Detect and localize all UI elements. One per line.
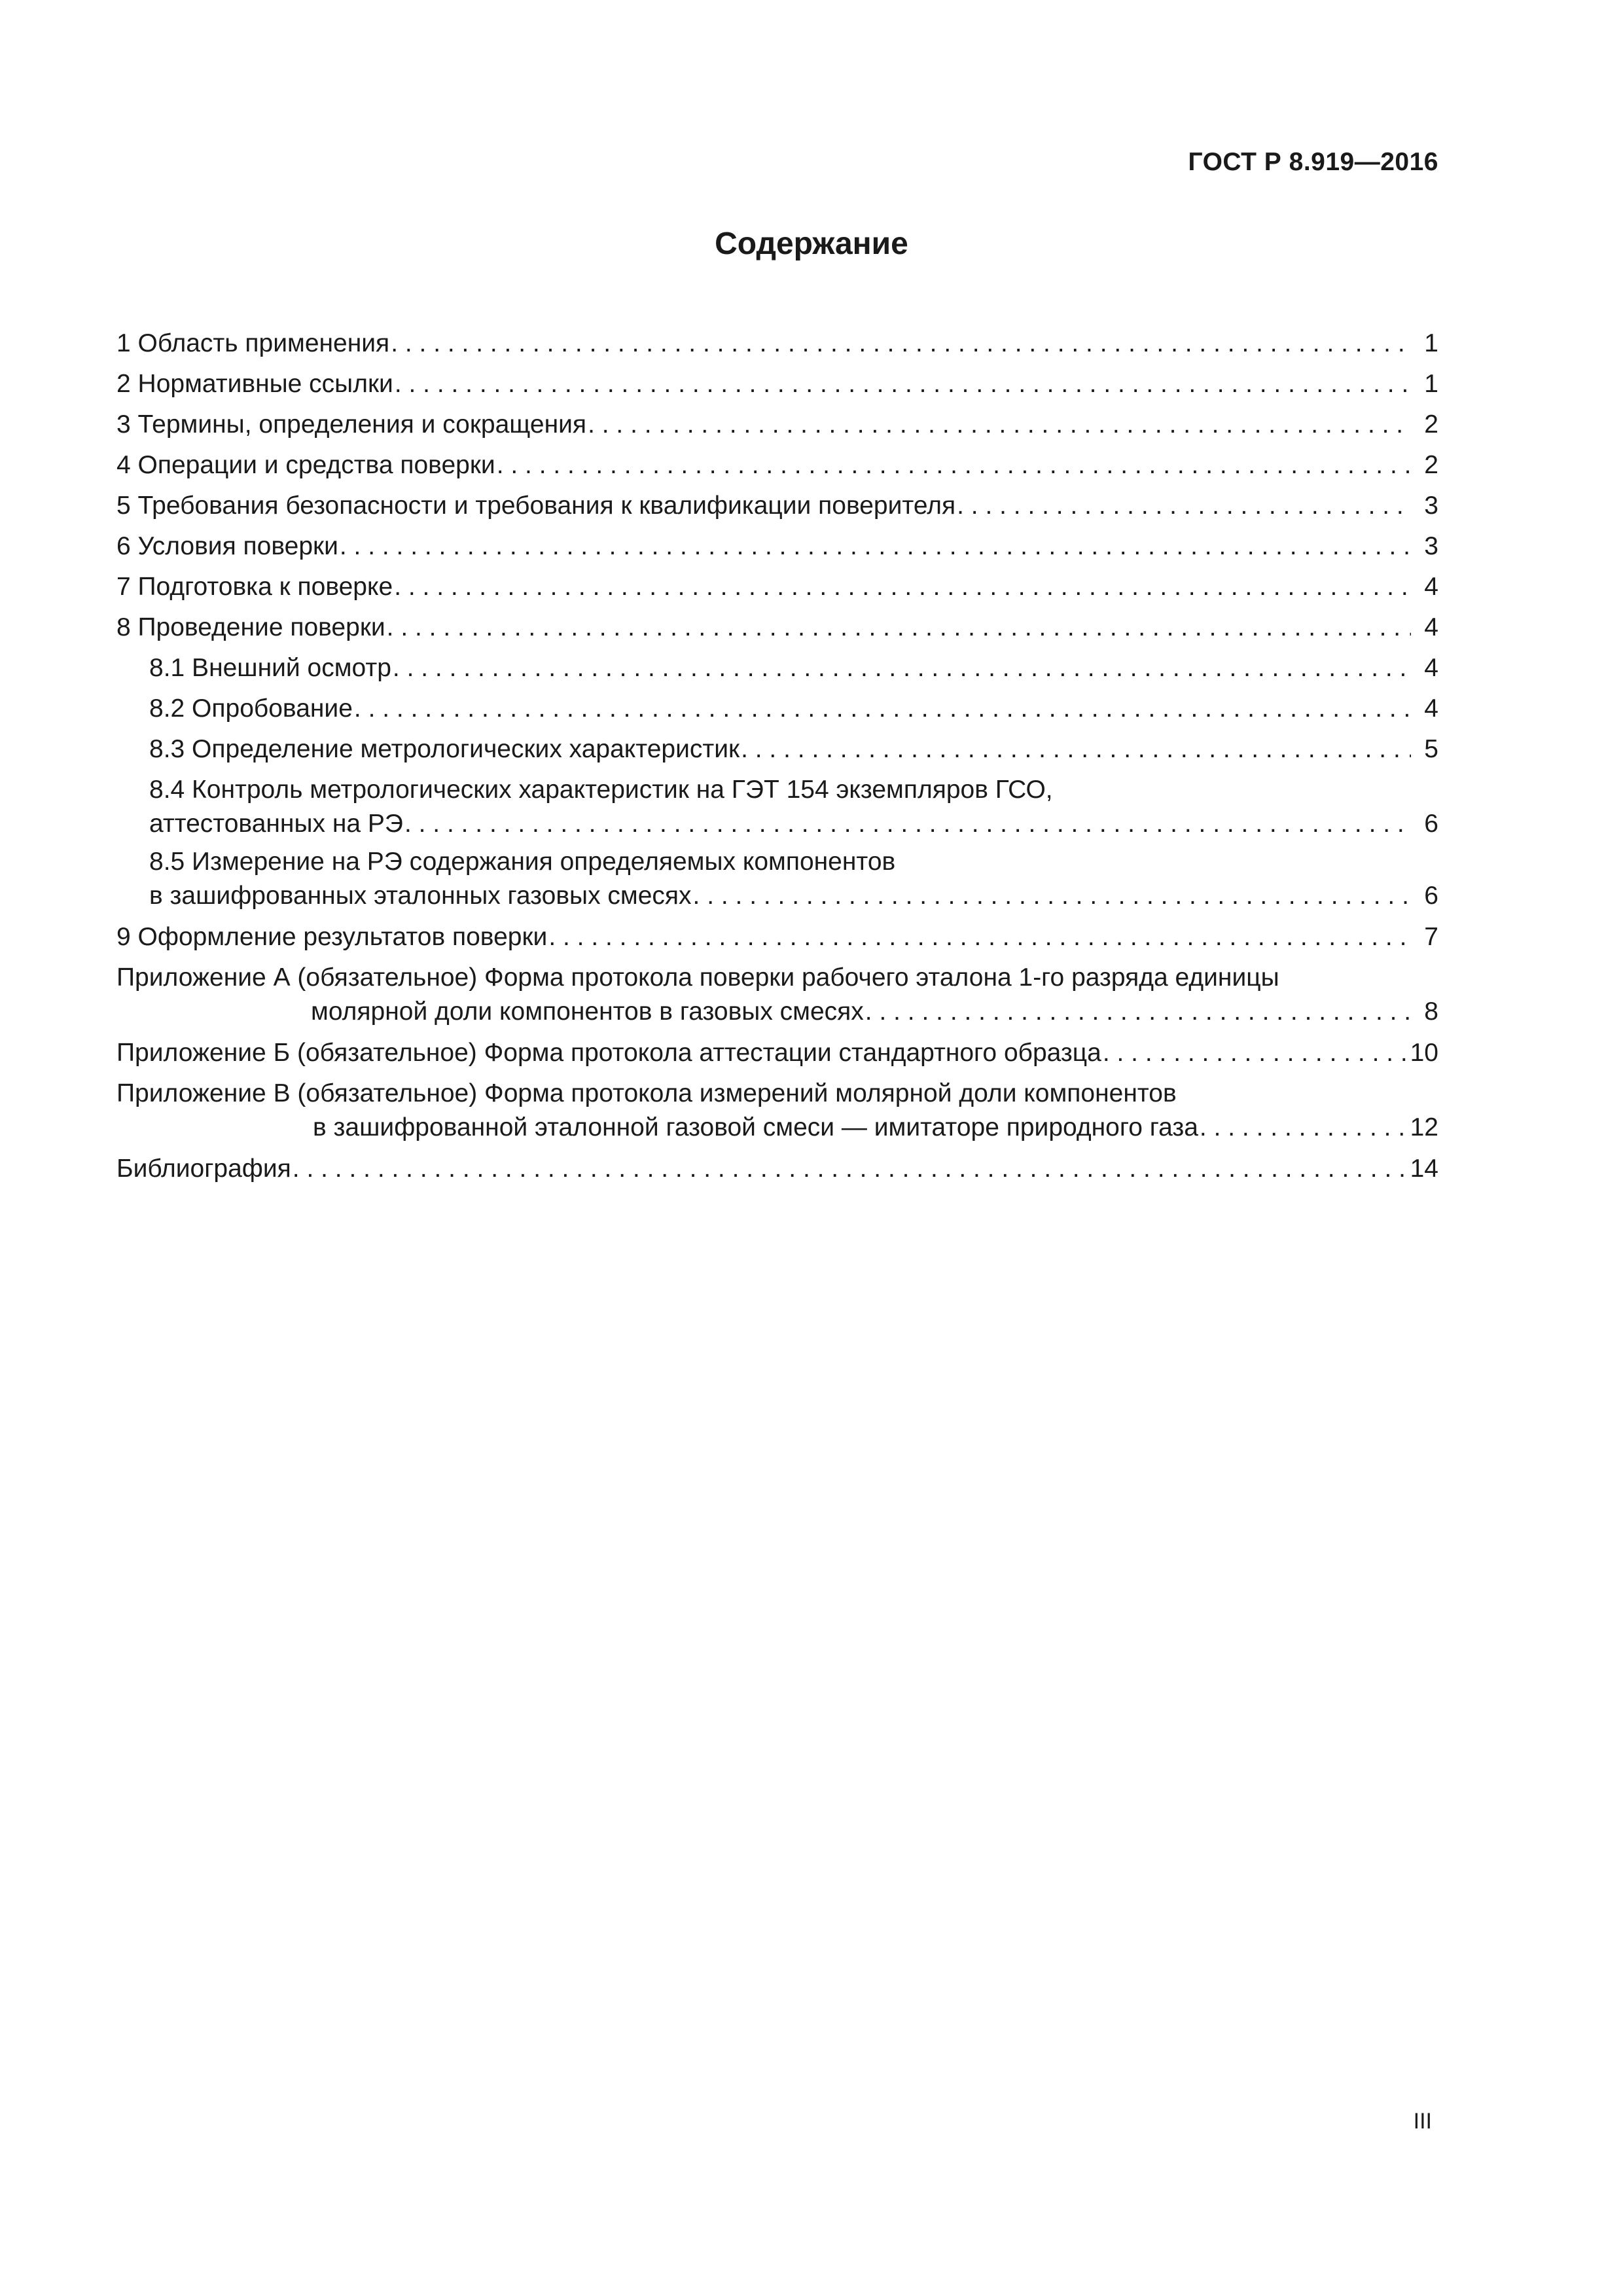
toc-entry-page: 6 [1424,810,1438,838]
toc-entry-appendix-v[interactable] [116,1077,1438,1145]
toc-entry-text: 1 Область применения [116,329,390,357]
toc-entry-page: 7 [1424,923,1438,951]
page-title: Содержание [715,226,908,261]
toc-entry-text: 5 Требования безопасности и требования к квалификации поверителя [116,492,956,520]
toc-entry-8[interactable] [116,607,1438,648]
toc-entry-7[interactable] [116,567,1438,607]
toc-entry-2[interactable] [116,364,1438,404]
toc-entry-text-line2: аттестованных на РЭ [149,810,403,838]
toc-entry-page: 6 [1424,882,1438,910]
leader-dots [353,689,1411,729]
toc-entry-page: 5 [1424,735,1438,763]
toc-entry-page: 10 [1410,1039,1438,1067]
toc-entry-8-3[interactable] [116,729,1438,770]
toc-entry-text: 8.3 Определение метрологических характеристик [149,735,740,763]
toc-entry-4[interactable] [116,445,1438,486]
leader-dots [1101,1033,1410,1073]
leader-dots [547,917,1411,958]
toc-entry-text-line2: в зашифрованных эталонных газовых смесях [149,882,692,910]
leader-dots [393,567,1411,607]
toc-entry-page: 4 [1424,694,1438,723]
toc-entry-8-5[interactable] [116,845,1438,913]
toc-entry-page: 1 [1424,329,1438,357]
leader-dots [586,404,1411,445]
toc-entry-page: 4 [1424,573,1438,601]
toc-entry-text-line1: 8.4 Контроль метрологических характеристик на ГЭТ 154 экземпляров ГСО, [149,776,1053,804]
leader-dots [864,995,1411,1029]
toc-entry-appendix-b[interactable] [116,1033,1438,1073]
toc-entry-text: 7 Подготовка к поверке [116,573,393,601]
table-of-contents [116,323,1438,1189]
leader-dots [495,445,1411,486]
leader-dots [740,729,1411,770]
toc-entry-8-1[interactable] [116,648,1438,689]
toc-entry-text: 8 Проведение поверки [116,613,385,641]
leader-dots [389,323,1411,364]
leader-dots [385,607,1411,648]
toc-entry-text: 2 Нормативные ссылки [116,370,393,398]
toc-entry-6[interactable] [116,526,1438,567]
toc-entry-text: 8.1 Внешний осмотр [149,654,391,682]
leader-dots [692,879,1411,913]
toc-entry-page: 8 [1424,997,1438,1026]
leader-dots [391,648,1411,689]
toc-entry-appendix-a[interactable] [116,961,1438,1029]
toc-entry-page: 3 [1424,492,1438,520]
toc-entry-3[interactable] [116,404,1438,445]
toc-entry-text: 3 Термины, определения и сокращения [116,410,587,439]
toc-entry-page: 2 [1424,451,1438,479]
toc-entry-text: 8.2 Опробование [149,694,353,723]
toc-entry-text-line1: Приложение В (обязательное) Форма протокола измерений молярной доли компонентов [116,1079,1177,1107]
toc-entry-page: 14 [1410,1155,1438,1183]
toc-entry-text: 4 Операции и средства поверки [116,451,495,479]
toc-entry-text-line2: молярной доли компонентов в газовых смесях [311,997,864,1026]
toc-entry-5[interactable] [116,486,1438,526]
toc-entry-9[interactable] [116,917,1438,958]
toc-entry-page: 2 [1424,410,1438,439]
toc-entry-text: 9 Оформление результатов поверки [116,923,548,951]
page-number: III [1413,2109,1432,2134]
toc-entry-text: Приложение Б (обязательное) Форма протокола аттестации стандартного образца [116,1039,1101,1067]
toc-entry-8-4[interactable] [116,773,1438,841]
toc-entry-page: 4 [1424,613,1438,641]
leader-dots [1198,1111,1410,1145]
toc-entry-1[interactable] [116,323,1438,364]
leader-dots [291,1149,1410,1189]
toc-entry-page: 1 [1424,370,1438,398]
toc-entry-text-line1: Приложение А (обязательное) Форма протокола поверки рабочего эталона 1-го разряда единицы [116,963,1279,992]
leader-dots [393,364,1411,404]
toc-entry-page: 3 [1424,532,1438,560]
toc-entry-text: 6 Условия поверки [116,532,338,560]
toc-entry-text: Библиография [116,1155,291,1183]
leader-dots [338,526,1411,567]
toc-entry-bibliography[interactable] [116,1149,1438,1189]
toc-entry-page: 4 [1424,654,1438,682]
leader-dots [955,486,1411,526]
toc-entry-8-2[interactable] [116,689,1438,729]
leader-dots [403,807,1411,841]
standard-code-header: ГОСТ Р 8.919—2016 [1188,148,1438,176]
toc-entry-text-line2: в зашифрованной эталонной газовой смеси — имитаторе природного газа [313,1113,1198,1141]
toc-entry-page: 12 [1410,1113,1438,1141]
toc-entry-text-line1: 8.5 Измерение на РЭ содержания определяемых компонентов [149,848,896,876]
